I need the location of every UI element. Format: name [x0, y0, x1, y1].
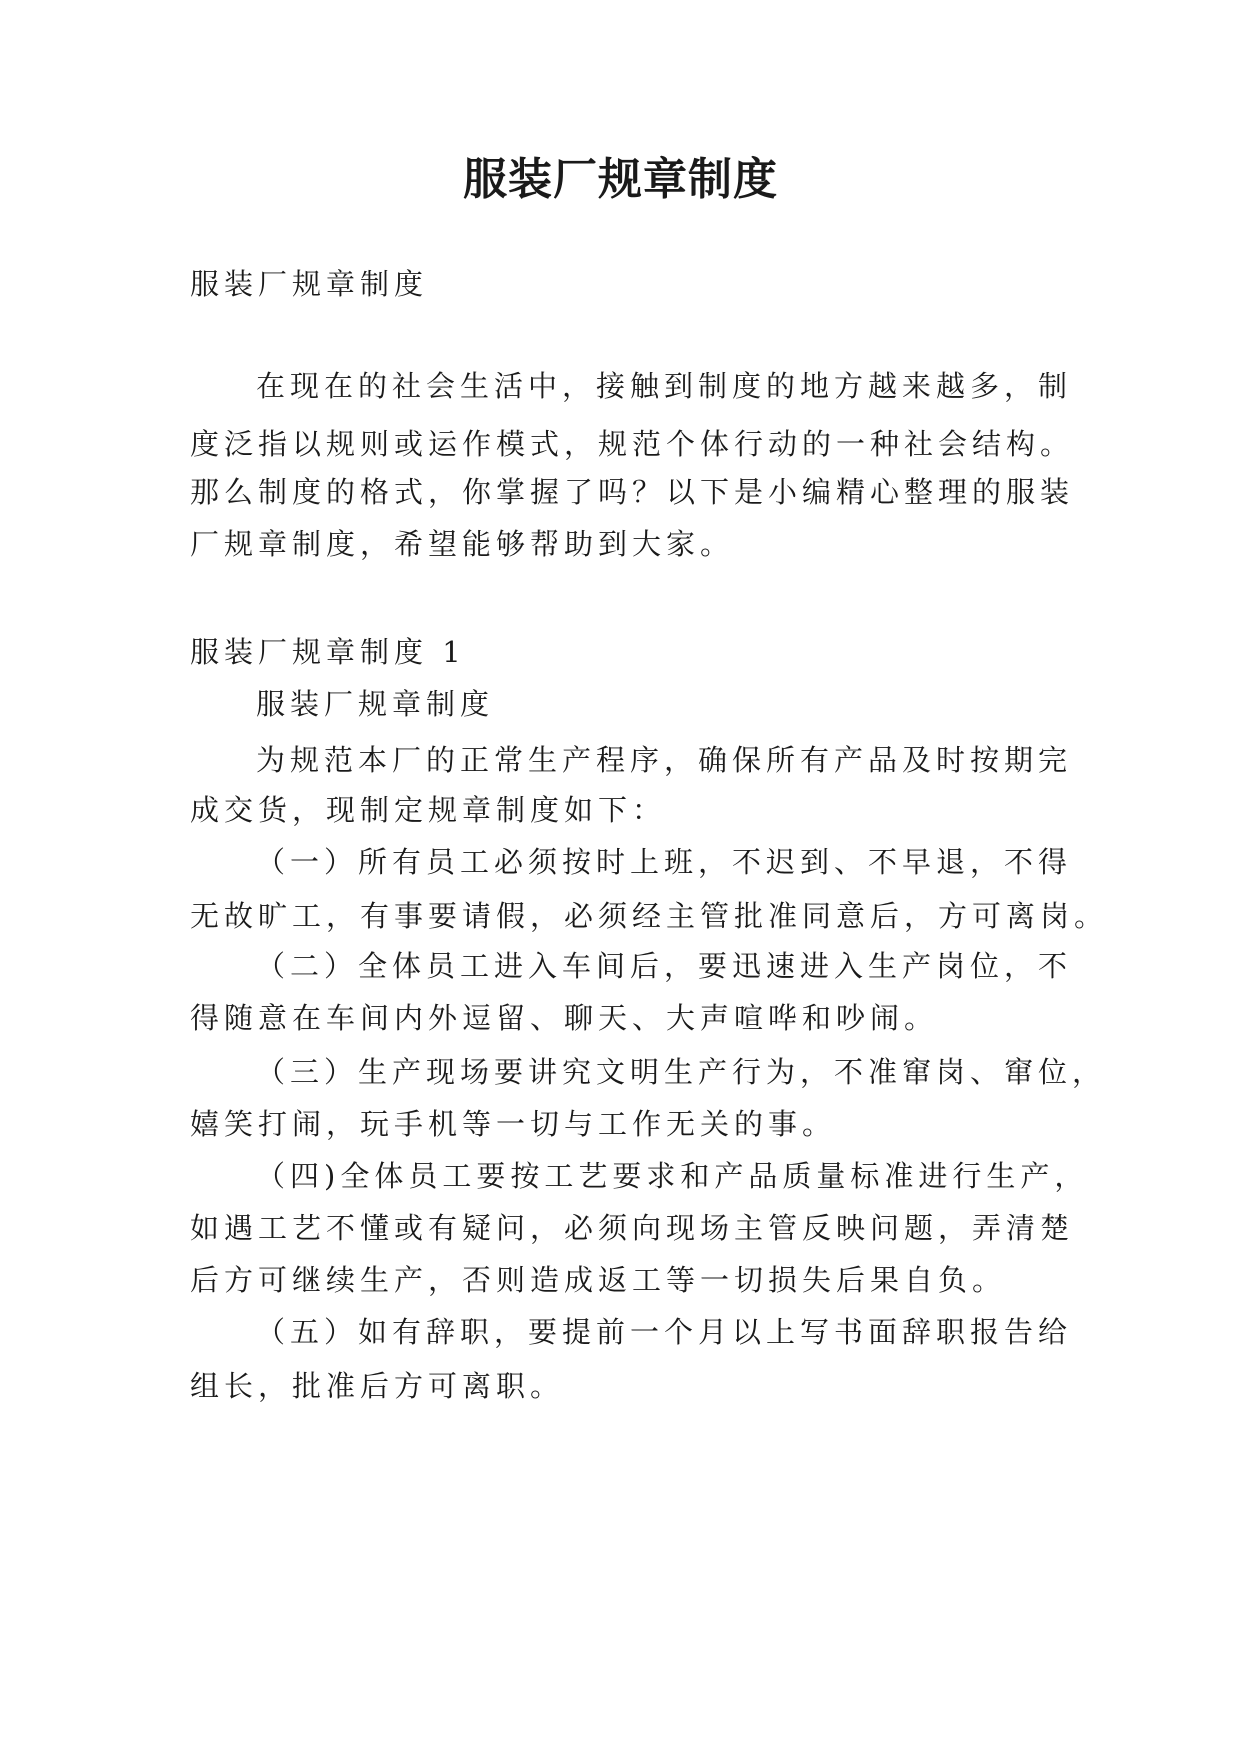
rule-5-line: （五）如有辞职，要提前一个月以上写书面辞职报告给 — [256, 1315, 1073, 1349]
rule-4-line: （四)全体员工要按工艺要求和产品质量标准进行生产， — [256, 1159, 1089, 1193]
intro-line: 度泛指以规则或运作模式，规范个体行动的一种社会结构。 — [190, 427, 1075, 461]
intro-line: 在现在的社会生活中，接触到制度的地方越来越多，制 — [256, 369, 1073, 403]
rule-3-line: （三）生产现场要讲究文明生产行为，不准窜岗、窜位， — [256, 1055, 1107, 1089]
rule-1-line: 无故旷工，有事要请假，必须经主管批准同意后，方可离岗。 — [190, 899, 1109, 933]
document-subtitle: 服装厂规章制度 — [190, 267, 429, 301]
intro-line: 那么制度的格式，你掌握了吗？以下是小编精心整理的服装 — [190, 475, 1075, 509]
rule-5-line: 组长，批准后方可离职。 — [190, 1369, 565, 1403]
intro-line: 厂规章制度，希望能够帮助到大家。 — [190, 527, 735, 561]
section-heading: 服装厂规章制度 1 — [190, 635, 466, 669]
section-subheading: 服装厂规章制度 — [256, 687, 495, 721]
rule-3-line: 嬉笑打闹，玩手机等一切与工作无关的事。 — [190, 1107, 837, 1141]
purpose-line: 成交货，现制定规章制度如下： — [190, 793, 667, 827]
rule-4-line: 后方可继续生产，否则造成返工等一切损失后果自负。 — [190, 1263, 1007, 1297]
rule-1-line: （一）所有员工必须按时上班，不迟到、不早退，不得 — [256, 845, 1073, 879]
rule-2-line: （二）全体员工进入车间后，要迅速进入生产岗位，不 — [256, 949, 1073, 983]
document-title: 服装厂规章制度 — [463, 154, 778, 205]
rule-2-line: 得随意在车间内外逗留、聊天、大声喧哗和吵闹。 — [190, 1001, 939, 1035]
purpose-line: 为规范本厂的正常生产程序，确保所有产品及时按期完 — [256, 743, 1073, 777]
rule-4-line: 如遇工艺不懂或有疑问，必须向现场主管反映问题，弄清楚 — [190, 1211, 1075, 1245]
